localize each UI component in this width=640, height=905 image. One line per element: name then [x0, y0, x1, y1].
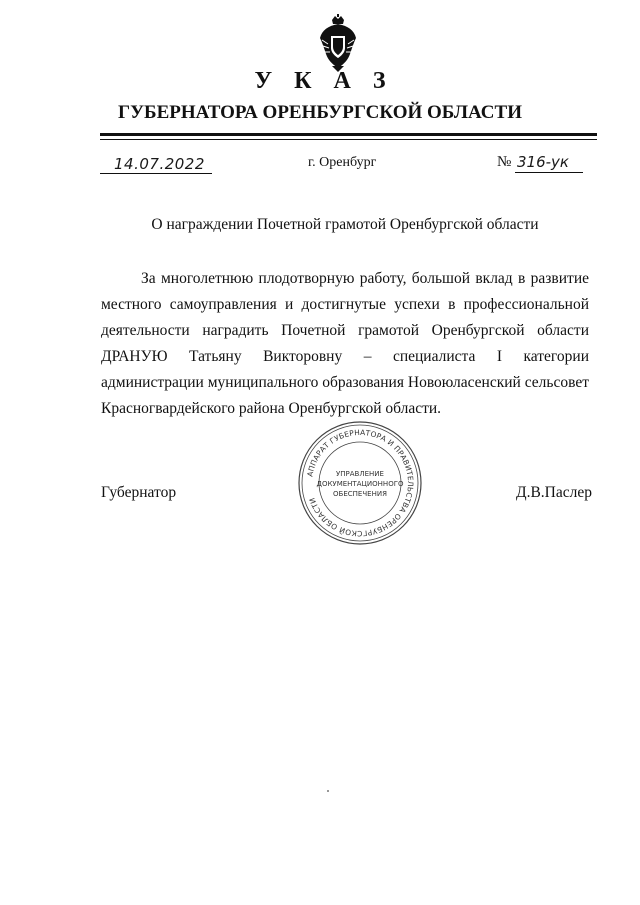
coat-of-arms-icon [318, 14, 358, 72]
city-label: г. Оренбург [308, 155, 377, 170]
official-stamp [297, 420, 423, 546]
date-underline [100, 173, 212, 174]
signatory-name: Д.В.Паслер [516, 484, 592, 501]
stamp-line-1: УПРАВЛЕНИЕ [336, 470, 384, 478]
signatory-position: Губернатор [101, 484, 177, 501]
handwritten-date: 14.07.2022 [114, 155, 205, 173]
header-rule-thin [100, 139, 597, 140]
number-underline [515, 172, 583, 173]
scan-speck [327, 790, 329, 792]
body-paragraph: За многолетнюю плодотворную работу, большой вклад в развитие местного самоуправления и достигнутые успехи в профессиональной деятельности наградить Почетной грамотой Оренбургской области ДРАНУЮ Татьяну Викторовну – специалиста I категории администрации муниципального образования Новоюласенский сельсовет Красногвардейского района Оренбургской области. [101, 270, 589, 417]
handwritten-number: 316-ук [517, 153, 569, 171]
number-field [497, 150, 587, 178]
document-body [101, 266, 589, 422]
stamp-line-3: ОБЕСПЕЧЕНИЯ [333, 490, 387, 498]
document-heading: О награждении Почетной грамотой Оренбургской области [151, 216, 539, 233]
document-subtitle: ГУБЕРНАТОРА ОРЕНБУРГСКОЙ ОБЛАСТИ [118, 102, 522, 123]
date-field [100, 155, 212, 174]
number-sign: № [497, 154, 512, 170]
stamp-outer-text: АППАРАТ ГУБЕРНАТОРА И ПРАВИТЕЛЬСТВА ОРЕНБУРГСКОЙ ОБЛАСТИ [305, 427, 416, 539]
stamp-line-2: ДОКУМЕНТАЦИОННОГО [316, 480, 404, 488]
document-title: У К А З [254, 68, 394, 94]
header-rule-thick [100, 133, 597, 136]
